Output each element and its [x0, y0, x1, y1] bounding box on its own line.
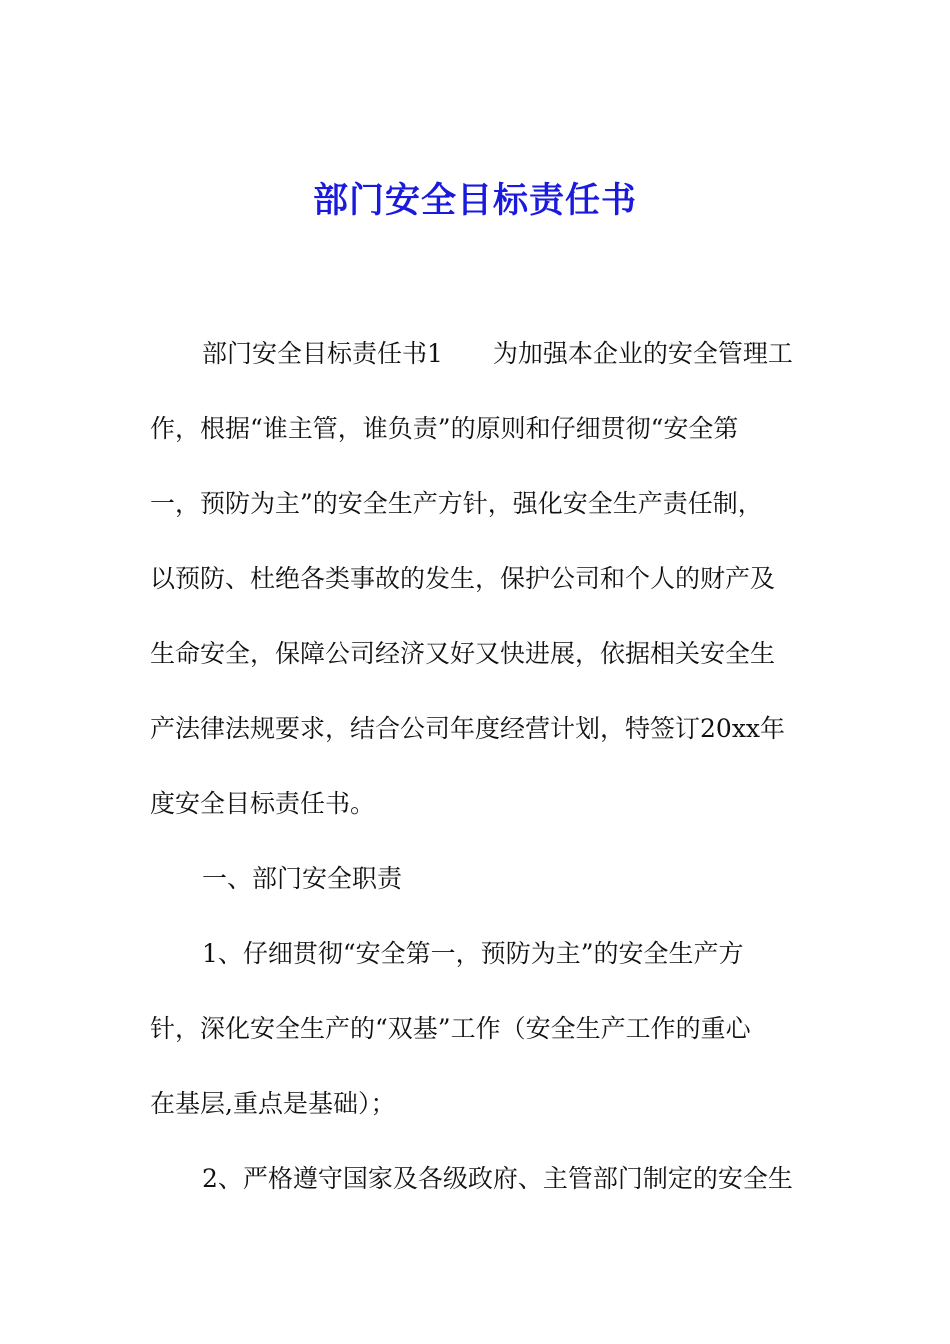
paragraph-line: 产法律法规要求，结合公司年度经营计划，特签订20xx年: [150, 714, 786, 743]
section-heading: 一、部门安全职责: [202, 864, 403, 893]
paragraph-line: 针，深化安全生产的“双基”工作（安全生产工作的重心: [150, 1014, 751, 1043]
paragraph-line: 一，预防为主”的安全生产方针，强化安全生产责任制，: [150, 489, 763, 518]
intro-text: 为加强本企业的安全管理工: [492, 339, 793, 368]
paragraph-line: [150, 332, 805, 407]
paragraph-line: 2、严格遵守国家及各级政府、主管部门制定的安全生: [202, 1164, 793, 1193]
paragraph-line: 生命安全，保障公司经济又好又快进展，依据相关安全生: [150, 639, 776, 668]
paragraph-line: 1、仔细贯彻“安全第一，预防为主”的安全生产方: [202, 939, 744, 968]
intro-heading: 部门安全目标责任书1: [202, 339, 443, 368]
paragraph-line: 以预防、杜绝各类事故的发生，保护公司和个人的财产及: [150, 564, 776, 593]
paragraph-line: 作，根据“谁主管，谁负责”的原则和仔细贯彻“安全第: [150, 414, 739, 443]
paragraph-line: 度安全目标责任书。: [150, 789, 376, 818]
document-title: 部门安全目标责任书: [312, 181, 637, 221]
document-body: [150, 332, 805, 1232]
paragraph-line: 在基层,重点是基础）；: [150, 1089, 396, 1118]
